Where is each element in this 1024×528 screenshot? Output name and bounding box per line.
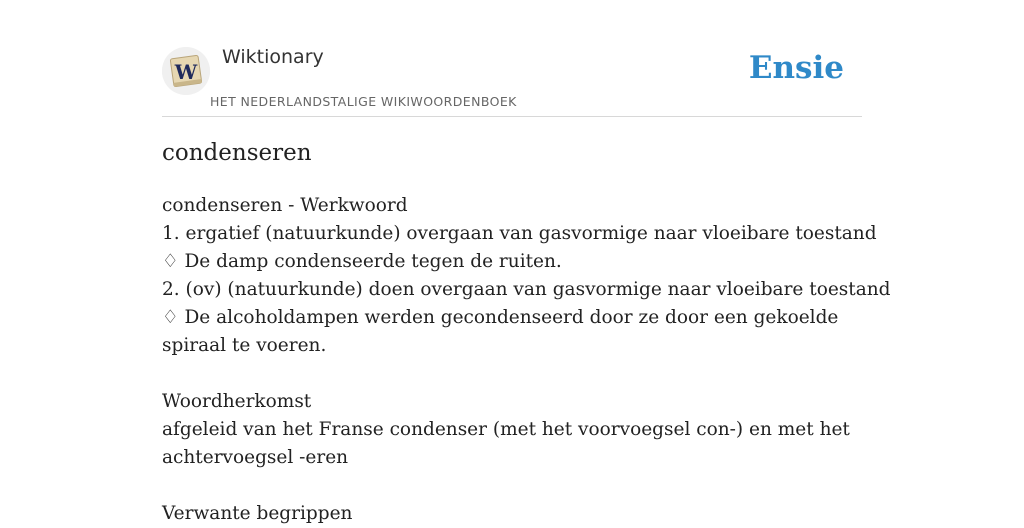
related-terms-heading: Verwante begrippen: [162, 503, 353, 524]
svg-text:W: W: [174, 60, 198, 84]
ensie-brand-link[interactable]: Ensie: [748, 50, 844, 86]
example-1: ♢ De damp condenseerde tegen de ruiten.: [162, 251, 562, 272]
site-header: [162, 0, 862, 117]
article-content: [162, 192, 891, 528]
definition-1: 1. ergatief (natuurkunde) overgaan van gasvormige naar vloeibare toestand: [162, 223, 877, 244]
example-2: ♢ De alcoholdampen werden gecondenseerd door ze door een gekoelde spiraal te voeren.: [162, 307, 839, 356]
page-container: [162, 0, 891, 524]
spacer: [162, 472, 862, 500]
definition-2: 2. (ov) (natuurkunde) doen overgaan van gasvormige naar vloeibare toestand: [162, 279, 891, 300]
wiktionary-logo-icon[interactable]: [162, 47, 210, 95]
spacer: [162, 360, 862, 388]
site-tagline: HET NEDERLANDSTALIGE WIKIWOORDENBOEK: [210, 94, 517, 109]
etymology-heading: Woordherkomst: [162, 391, 312, 412]
page-title: condenseren: [162, 140, 312, 166]
entry-heading: condenseren - Werkwoord: [162, 195, 408, 216]
site-name[interactable]: Wiktionary: [222, 46, 324, 68]
etymology-text: afgeleid van het Franse condenser (met het voorvoegsel con-) en met het achtervoegsel -eren: [162, 419, 850, 468]
